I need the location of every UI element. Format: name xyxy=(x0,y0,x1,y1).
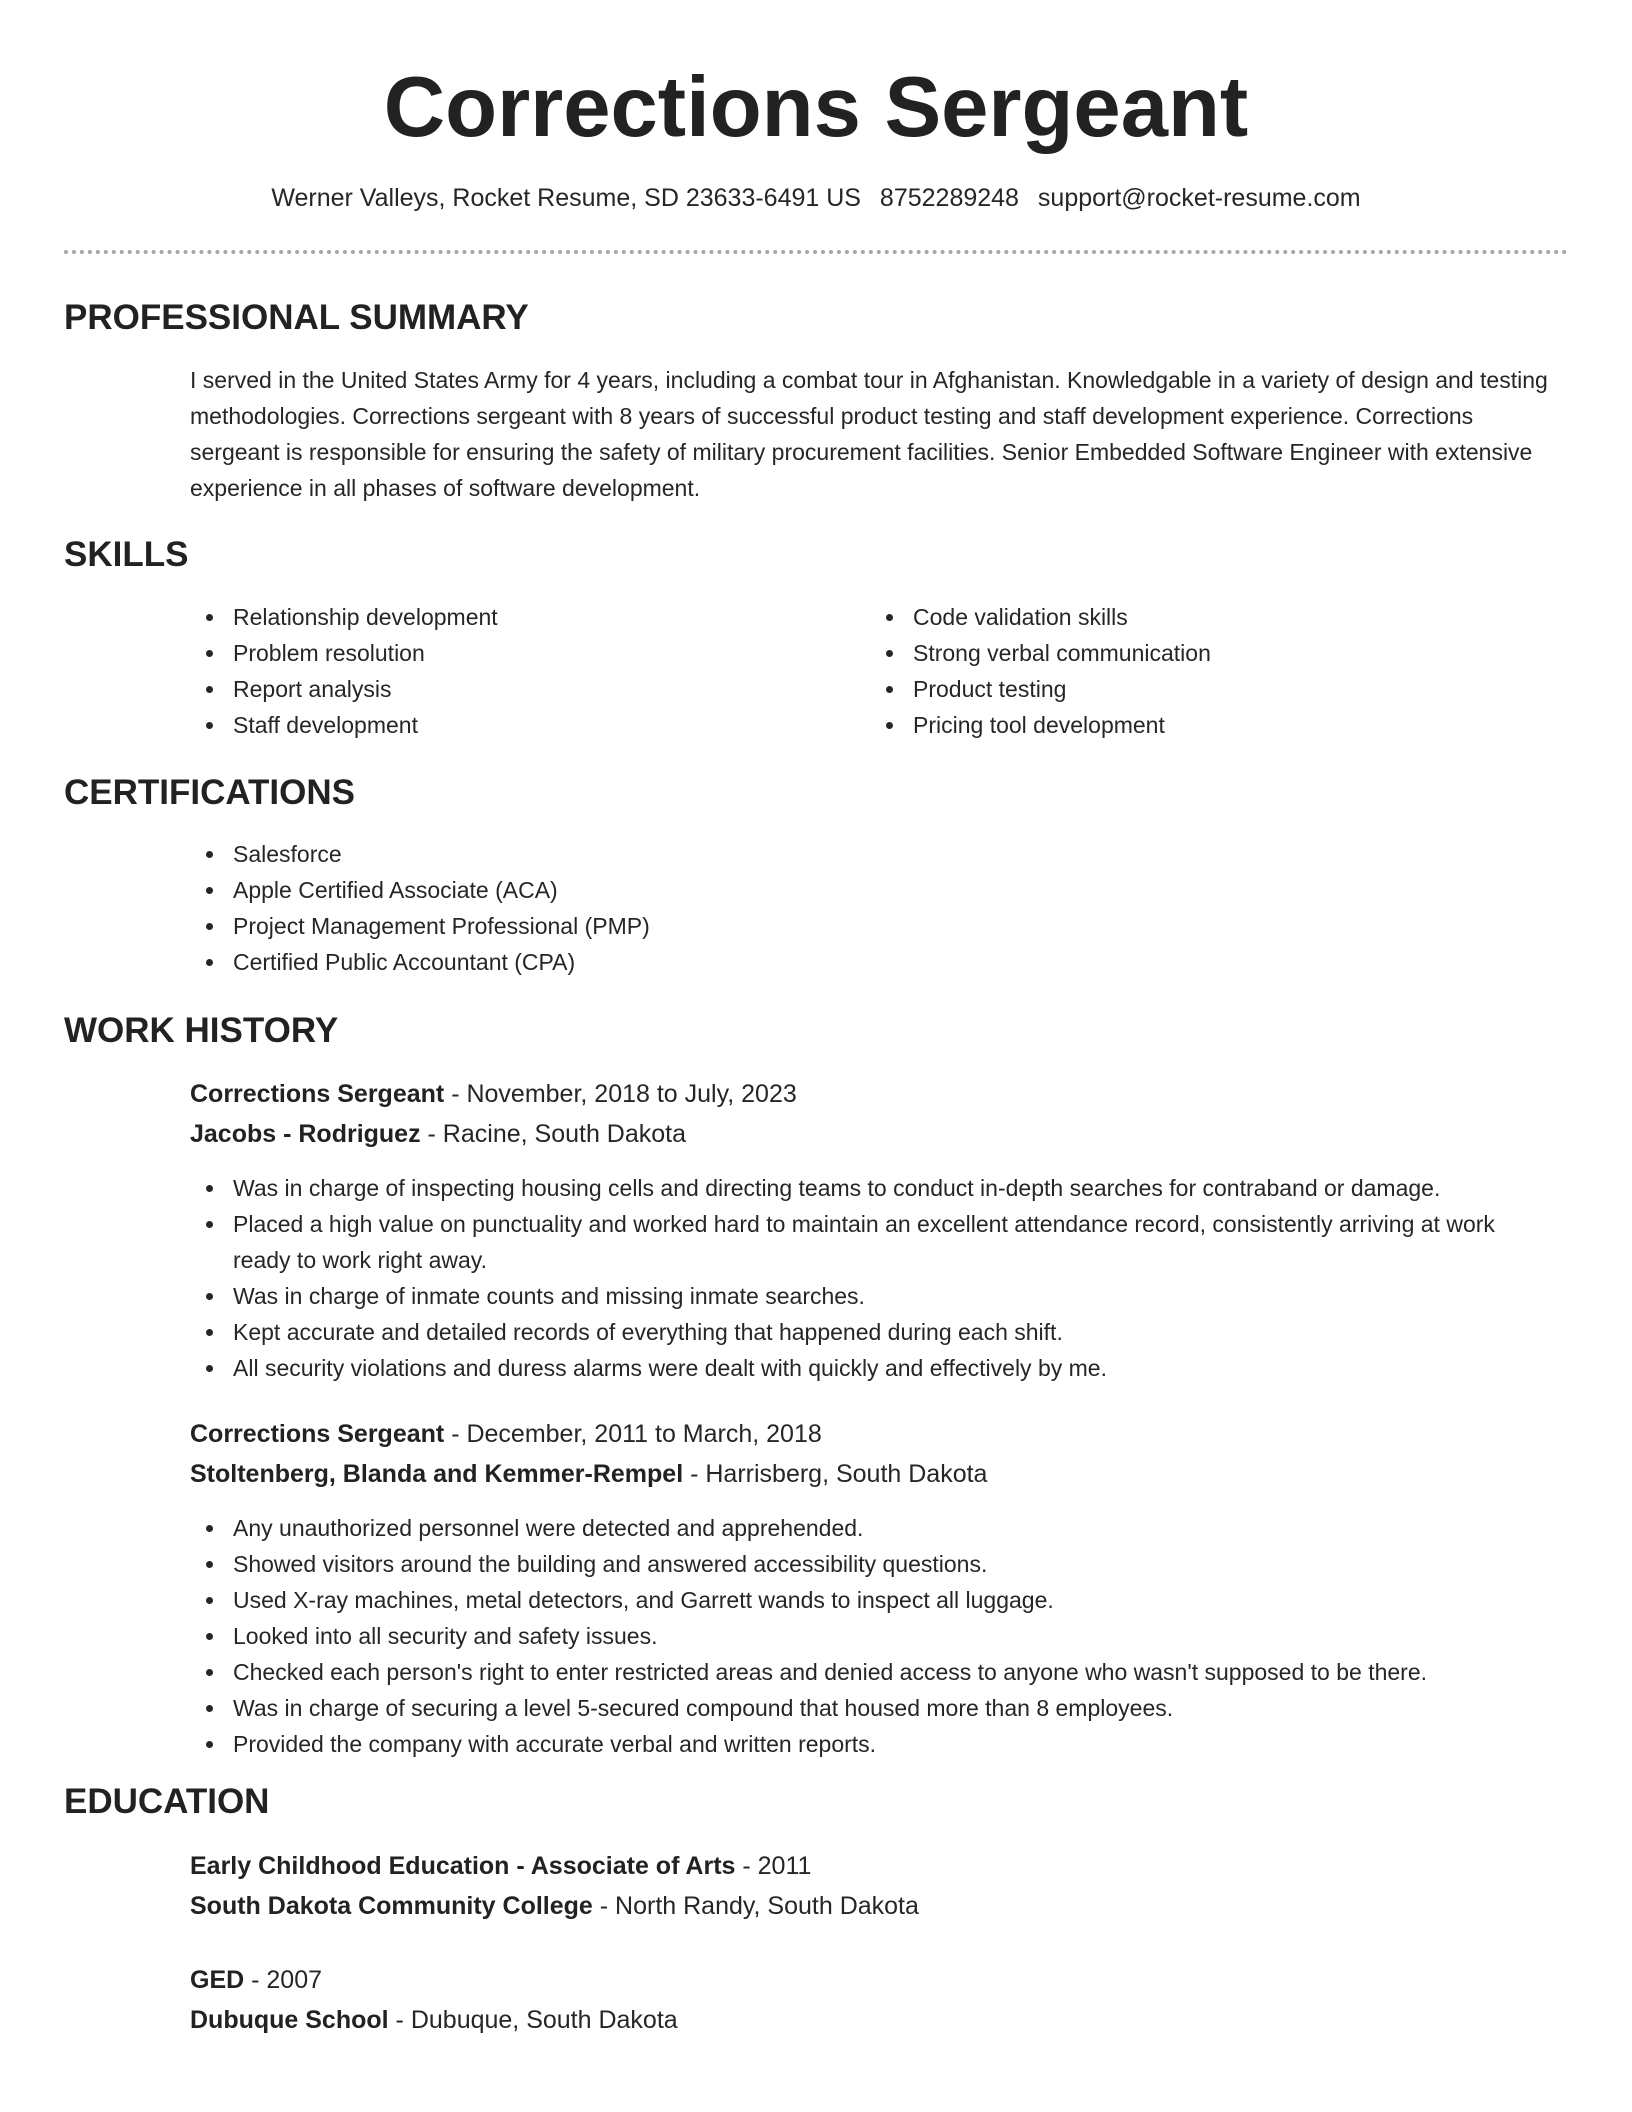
contact-email[interactable]: support@rocket-resume.com xyxy=(1037,184,1361,212)
education-year: - 2007 xyxy=(244,1966,323,1994)
education-location: - North Randy, South Dakota xyxy=(592,1892,919,1920)
contact-phone: 8752289248 xyxy=(879,184,1019,212)
job-entry xyxy=(190,1074,1550,1154)
list-item: Looked into all security and safety issues. xyxy=(190,1618,1550,1654)
header-divider xyxy=(64,250,1568,254)
job-title: Corrections Sergeant xyxy=(190,1420,445,1448)
list-item: All security violations and duress alarms were dealt with quickly and effectively by me. xyxy=(190,1350,1550,1386)
education-degree-line xyxy=(190,1960,1550,2000)
education-entry xyxy=(190,1846,1550,1926)
resume-name: Corrections Sergeant xyxy=(383,60,1249,155)
job-location: - Harrisberg, South Dakota xyxy=(683,1460,988,1488)
job-company: Stoltenberg, Blanda and Kemmer-Rempel xyxy=(190,1460,684,1488)
skills-heading: SKILLS xyxy=(64,535,189,574)
list-item: Was in charge of inmate counts and missing inmate searches. xyxy=(190,1278,1550,1314)
list-item: Certified Public Accountant (CPA) xyxy=(190,944,1550,980)
list-item: Showed visitors around the building and answered accessibility questions. xyxy=(190,1546,1550,1582)
list-item: Checked each person's right to enter restricted areas and denied access to anyone who wasn't supposed to be there. xyxy=(190,1654,1550,1690)
list-item: Project Management Professional (PMP) xyxy=(190,908,1550,944)
list-item: Salesforce xyxy=(190,836,1550,872)
certifications-list xyxy=(190,836,1550,980)
education-entry xyxy=(190,1960,1550,2040)
education-location: - Dubuque, South Dakota xyxy=(388,2006,678,2034)
list-item: Code validation skills xyxy=(870,599,1470,635)
skills-list-right xyxy=(870,599,1470,743)
education-heading: EDUCATION xyxy=(64,1782,270,1821)
list-item: Pricing tool development xyxy=(870,707,1470,743)
education-school: South Dakota Community College xyxy=(190,1892,593,1920)
education-degree: Early Childhood Education - Associate of Arts xyxy=(190,1852,736,1880)
list-item: Any unauthorized personnel were detected and apprehended. xyxy=(190,1510,1550,1546)
job-title-line xyxy=(190,1414,1550,1454)
job-bullets xyxy=(190,1170,1550,1386)
list-item: Used X-ray machines, metal detectors, and Garrett wands to inspect all luggage. xyxy=(190,1582,1550,1618)
education-degree: GED xyxy=(190,1966,245,1994)
contact-line xyxy=(0,180,1632,216)
job-title: Corrections Sergeant xyxy=(190,1080,445,1108)
job-bullets xyxy=(190,1510,1550,1762)
education-school: Dubuque School xyxy=(190,2006,389,2034)
summary-text: I served in the United States Army for 4 years, including a combat tour in Afghanistan. Knowledgable in a variety of design and testing methodologies. Corrections sergeant with 8 years of successful product testing and staff development experience. Corrections sergeant is responsible for ensuring the safety of military procurement facilities. Senior Embedded Software Engineer with extensive experience in all phases of software development. xyxy=(190,367,1548,501)
contact-address: Werner Valleys, Rocket Resume, SD 23633-6491 US xyxy=(271,184,861,212)
list-item: Strong verbal communication xyxy=(870,635,1470,671)
job-location: - Racine, South Dakota xyxy=(420,1120,687,1148)
list-item: Placed a high value on punctuality and worked hard to maintain an excellent attendance record, consistently arriving at work ready to work right away. xyxy=(190,1206,1550,1278)
skills-list-left xyxy=(190,599,790,743)
list-item: Was in charge of inspecting housing cells and directing teams to conduct in-depth searches for contraband or damage. xyxy=(190,1170,1550,1206)
list-item: Provided the company with accurate verbal and written reports. xyxy=(190,1726,1550,1762)
education-year: - 2011 xyxy=(735,1852,812,1880)
list-item: Relationship development xyxy=(190,599,790,635)
work-heading: WORK HISTORY xyxy=(64,1011,339,1050)
certifications-heading: CERTIFICATIONS xyxy=(64,773,356,812)
job-dates: - December, 2011 to March, 2018 xyxy=(444,1420,822,1448)
job-company: Jacobs - Rodriguez xyxy=(190,1120,421,1148)
job-entry xyxy=(190,1414,1550,1494)
job-title-line xyxy=(190,1074,1550,1114)
job-company-line xyxy=(190,1454,1550,1494)
education-school-line xyxy=(190,2000,1550,2040)
list-item: Product testing xyxy=(870,671,1470,707)
education-school-line xyxy=(190,1886,1550,1926)
list-item: Kept accurate and detailed records of everything that happened during each shift. xyxy=(190,1314,1550,1350)
list-item: Staff development xyxy=(190,707,790,743)
list-item: Problem resolution xyxy=(190,635,790,671)
list-item: Was in charge of securing a level 5-secured compound that housed more than 8 employees. xyxy=(190,1690,1550,1726)
education-degree-line xyxy=(190,1846,1550,1886)
list-item: Apple Certified Associate (ACA) xyxy=(190,872,1550,908)
job-dates: - November, 2018 to July, 2023 xyxy=(444,1080,797,1108)
list-item: Report analysis xyxy=(190,671,790,707)
summary-heading: PROFESSIONAL SUMMARY xyxy=(64,298,529,337)
job-company-line xyxy=(190,1114,1550,1154)
